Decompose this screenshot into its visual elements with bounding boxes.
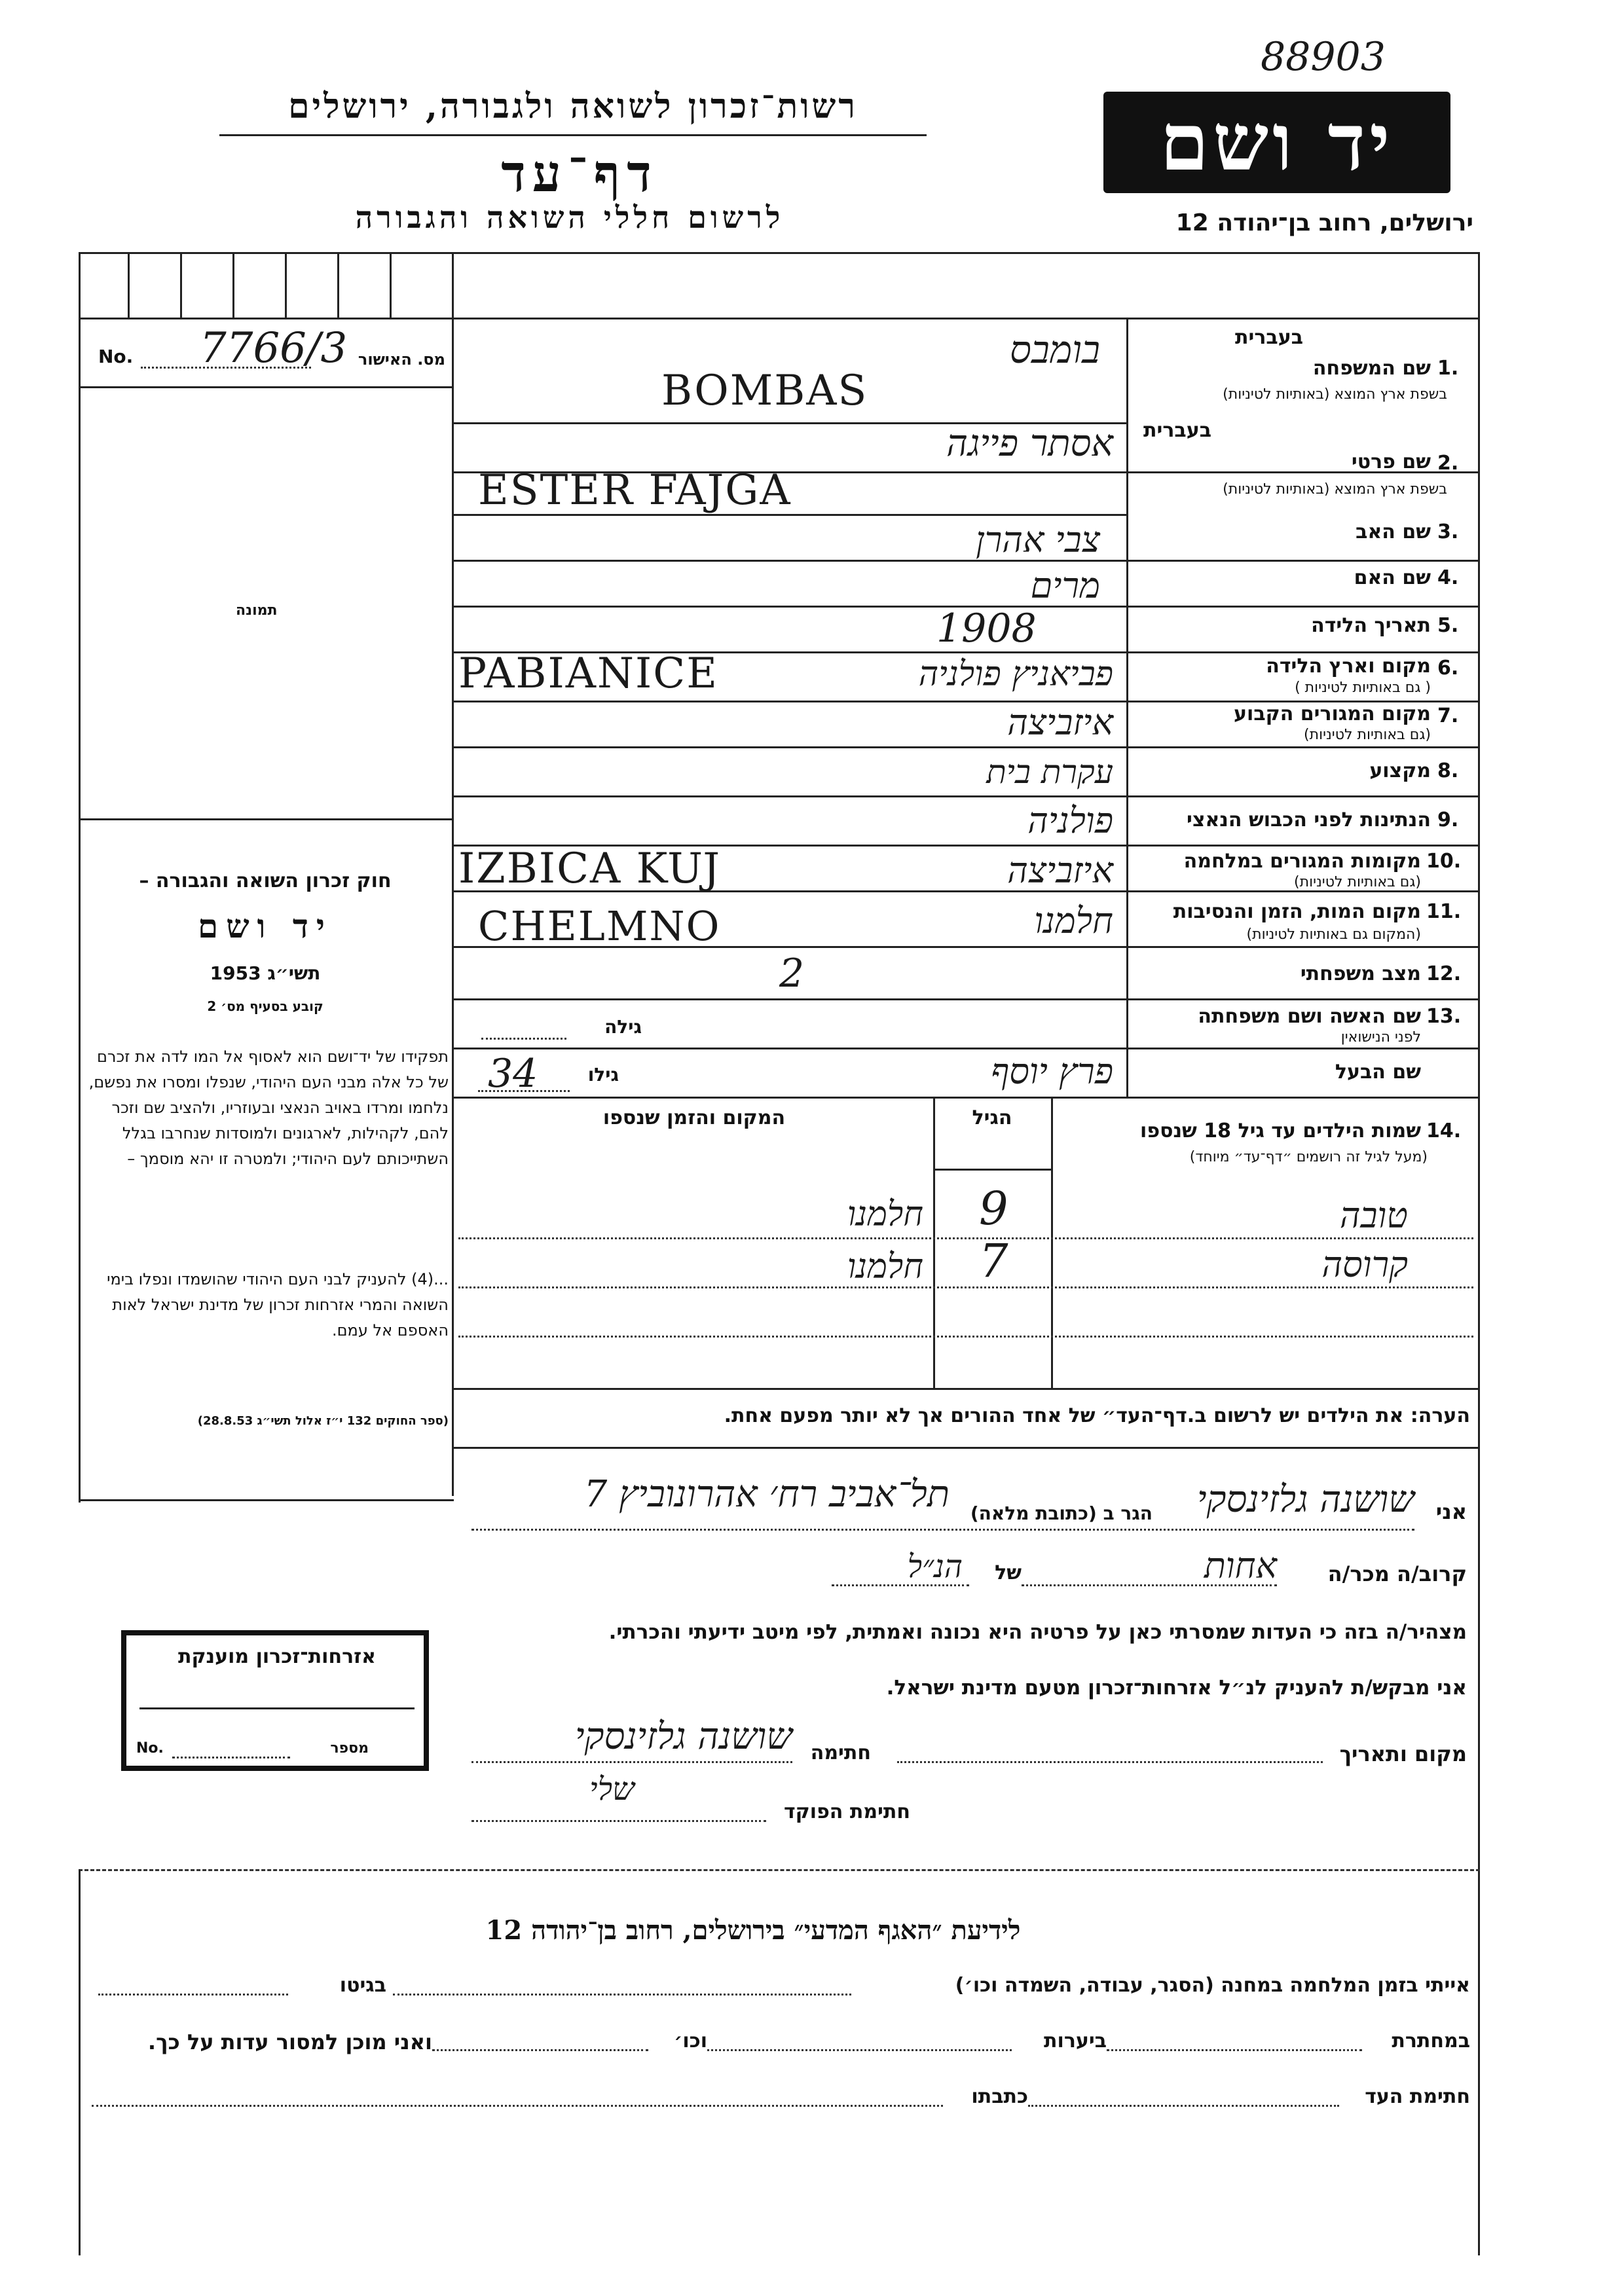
field-6-sub: ( גם באותיות לטיניות ) — [1295, 680, 1431, 696]
label-column-divider — [1126, 318, 1128, 1097]
wife-age-line — [481, 1038, 566, 1040]
law-paragraph-1: תפקידו של יד־ושם הוא לאסוף אל המו לדה את זכרם של כל אלה מבני העם היהודי, שנפלו ומסרו את נפשם, נלחמו ומרדו באויב הנאצי ובעוזריו, ולהציב שם וזכר להם, לקהילות, לארגונים ולמוסדות שנחרבו בגלל השתייכותם לעם היהודי; ולמטרה זו יהא מוסמך – — [88, 1048, 449, 1168]
field-13-sub: לפני הנישואין — [1340, 1029, 1421, 1046]
surname-hebrew-value[interactable]: בומבס — [1009, 327, 1100, 372]
field-2-hebrew-tag: בעברית — [1143, 419, 1211, 442]
footer-etc: וכו׳ — [674, 2030, 707, 2052]
surname-latin-value[interactable]: BOMBAS — [661, 367, 868, 415]
footer-separator — [79, 1869, 1480, 1871]
place-date-line — [897, 1761, 1323, 1763]
field-7-sub: (גם באותיות לטיניות) — [1304, 727, 1431, 743]
field-6-label: מקום וארץ הלידה — [1266, 655, 1431, 678]
field-2-number: 2. — [1437, 452, 1459, 475]
certificate-title: אזרחות־זכרון מוענקת — [177, 1645, 377, 1668]
address-line: ירושלים, רחוב בן־יהודה 12 — [1175, 210, 1473, 236]
children-label: שמות הילדים עד גיל 18 שנספו — [1140, 1120, 1421, 1142]
field-3-number: 3. — [1437, 520, 1459, 543]
organization-line: רשות־זכרון לשואה ולגבורה, ירושלים — [288, 86, 858, 126]
children-count-value[interactable]: 2 — [779, 951, 805, 996]
field-13-label: שם האשה ושם משפחתה — [1198, 1005, 1421, 1028]
field-6-number: 6. — [1437, 657, 1459, 680]
field-10-number: 10. — [1426, 850, 1462, 873]
photo-label: תמונה — [236, 602, 278, 619]
certificate-box — [121, 1630, 429, 1771]
certificate-number-label: מספר — [330, 1740, 369, 1757]
certificate-line — [139, 1707, 415, 1709]
husband-age-label: גילו — [587, 1064, 619, 1085]
footer-line2-blank-a — [1107, 2049, 1362, 2051]
tick-box-divider — [452, 252, 454, 318]
child-1-place[interactable]: חלמנו — [847, 1195, 923, 1234]
handwritten-reference: 88903 — [1261, 34, 1386, 80]
children-sub: (מעל לגיל זה רושמים ״דף־עד״ מיוחד) — [1189, 1149, 1428, 1165]
left-panel-divider — [452, 318, 454, 1496]
relation-label: קרוב/ה מכר/ה — [1327, 1561, 1467, 1586]
field-11-label: מקום המות, הזמן והנסיבות — [1173, 900, 1421, 923]
field-7-number: 7. — [1437, 704, 1459, 727]
form-left-border — [79, 252, 81, 1503]
row-rule — [452, 998, 1480, 1000]
law-reference: (ספר החוקים 132 י״ז אלול תשי״ג 28.8.53) — [197, 1414, 449, 1428]
row-rule — [452, 795, 1480, 797]
tick-box-divider — [232, 252, 234, 318]
husband-label: שם הבעל — [1335, 1061, 1421, 1084]
approval-label: מס. האישור — [358, 350, 445, 369]
husband-age-value[interactable]: 34 — [488, 1051, 538, 1097]
children-col-age: הגיל — [972, 1106, 1012, 1129]
footer-line3-blank-b — [92, 2105, 943, 2107]
residence-value[interactable]: איזביצה — [1007, 702, 1113, 743]
relation-line — [1022, 1584, 1277, 1586]
children-number: 14. — [1426, 1120, 1462, 1142]
father-name-value[interactable]: צבי אהרן — [976, 519, 1100, 560]
declarant-line — [471, 1529, 1414, 1531]
of-line — [832, 1584, 969, 1586]
footer-line2-end: ואני מוכן למסור עדות על כך. — [147, 2030, 432, 2054]
child-1-name[interactable]: טובה — [1339, 1195, 1408, 1236]
footer-line1-end: בגיטו — [339, 1974, 386, 1997]
approval-rule — [79, 386, 452, 388]
footer-title: לידיעת ״האגף המדעי״ בירושלים, רחוב בן־יהודה 12 — [485, 1915, 1021, 1946]
signature-line — [471, 1761, 792, 1763]
declarant-address[interactable]: תל־אביב רח׳ אהרונוביץ 7 — [583, 1473, 950, 1516]
law-paragraph-2: ...(4) להעניק לבני העם היהודי שהושמדו ונפלו בימי השואה והמרי אזרחות זכרון של מדינת ישראל לאות האספם אל עמם. — [107, 1270, 449, 1339]
relation-value[interactable]: אחות — [1204, 1545, 1277, 1586]
children-col-place: המקום והזמן שנספו — [602, 1106, 786, 1129]
birthplace-hebrew-value[interactable]: פביאניץ פולניה — [918, 655, 1113, 694]
death-place-latin-value[interactable]: CHELMNO — [478, 902, 721, 950]
of-label: של — [995, 1561, 1022, 1584]
form-right-border — [1478, 252, 1480, 2255]
children-col-divider — [1051, 1097, 1053, 1388]
declarant-name[interactable]: שושנה גלזינסקי — [1196, 1478, 1414, 1521]
declaration-line-1: מצהיר/ה בזה כי העדות שמסרתי כאן על פרטיה היא נכונה ואמתית, לפי מיטב ידיעתי והכרתי. — [608, 1620, 1467, 1644]
note-bottom-rule — [452, 1447, 1480, 1449]
law-clause: קובע בסעיף מס׳ 2 — [207, 998, 323, 1014]
child-row-line — [458, 1336, 1473, 1338]
field-13-number: 13. — [1426, 1005, 1462, 1028]
field-7-label: מקום המגורים הקבוע — [1234, 702, 1431, 725]
footer-line2-blank-b — [707, 2049, 1012, 2051]
footer-address: כתבתו — [971, 2085, 1028, 2108]
row-rule — [452, 746, 1480, 748]
top-strip-line — [79, 318, 1480, 319]
field-11-sub: (המקום גם באותיות לטיניות) — [1246, 926, 1421, 943]
footer-witness-signature: חתימת העד — [1365, 2085, 1470, 2108]
collector-line — [471, 1820, 766, 1822]
field-8-label: מקצוע — [1369, 759, 1431, 782]
birthplace-latin-value[interactable]: PABIANICE — [458, 649, 718, 698]
signature-label: חתימה — [810, 1741, 871, 1764]
death-place-hebrew-value[interactable]: חלמנו — [1034, 900, 1113, 941]
child-1-age[interactable]: 9 — [979, 1182, 1008, 1235]
first-name-latin-value[interactable]: ESTER FAJGA — [478, 466, 792, 515]
field-2-label: שם פרטי — [1351, 450, 1431, 473]
footer-left-border — [79, 1869, 81, 2255]
footer-line1-blank — [393, 1994, 851, 1995]
law-name: יד ושם — [198, 907, 333, 945]
note-text: הערה: את הילדים יש לרשום ב.דף־העד״ של אחד ההורים אך לא יותר מפעם אחת. — [724, 1404, 1470, 1427]
mother-name-value[interactable]: מרים — [1030, 565, 1100, 606]
field-1-label: שם המשפחה — [1312, 357, 1431, 380]
field-12-label: מצב משפחתי — [1300, 962, 1421, 985]
law-title: חוק זכרון השואה והגבורה – — [139, 869, 392, 892]
certificate-no-label: No. — [136, 1740, 164, 1757]
collector-signature[interactable]: שלי — [589, 1771, 635, 1808]
footer-underground: במחתרת — [1392, 2030, 1470, 2052]
wartime-residence-latin-value[interactable]: IZBICA KUJ — [458, 845, 721, 893]
child-2-place[interactable]: חלמנו — [847, 1247, 923, 1286]
form-title: דף־עד — [501, 144, 658, 204]
tick-box-divider — [128, 252, 130, 318]
tick-box-divider — [180, 252, 182, 318]
child-2-name[interactable]: קרוסה — [1321, 1244, 1408, 1285]
child-row-line — [458, 1286, 1473, 1288]
declarant-signature[interactable]: שושנה גלזינסקי — [574, 1715, 792, 1758]
field-1-hebrew-tag: בעברית — [1235, 326, 1303, 349]
law-year: תשי״ג 1953 — [210, 962, 321, 984]
field-1-sub: בשפת ארץ המוצא (באותיות לטיניות) — [1223, 386, 1447, 403]
children-bottom-rule — [452, 1388, 1480, 1390]
tick-box-divider — [285, 252, 287, 318]
field-10-label: מקומות המגורים במלחמה — [1183, 850, 1421, 873]
nationality-value[interactable]: פולניה — [1027, 800, 1113, 841]
field-4-label: שם האם — [1354, 566, 1431, 589]
occupation-value[interactable]: עקרת בית — [986, 753, 1113, 791]
field-3-label: שם האב — [1356, 520, 1431, 543]
birth-date-value[interactable]: 1908 — [936, 606, 1037, 651]
footer-line2-blank-c — [432, 2049, 648, 2051]
husband-name-value[interactable]: פרץ יוסף — [991, 1051, 1113, 1092]
declarant-resides-label: הגר ב (כתובת מלאה) — [970, 1503, 1153, 1524]
children-header-rule — [933, 1169, 1051, 1171]
photo-bottom-rule — [79, 818, 452, 820]
footer-line3-blank-a — [1028, 2105, 1339, 2107]
child-row-line — [458, 1237, 1473, 1239]
place-date-label: מקום ותאריך — [1339, 1741, 1467, 1766]
field-5-label: תאריך הלידה — [1311, 614, 1431, 637]
footer-line1-label: אייתי בזמן המלחמה במחנה (הסגר, עבודה, השמדה וכו׳) — [955, 1974, 1470, 1997]
tick-box-divider — [337, 252, 339, 318]
first-name-hebrew-value[interactable]: אסתר פייגה — [946, 422, 1113, 465]
children-col-divider — [933, 1097, 935, 1388]
tick-box-divider — [390, 252, 392, 318]
footer-forests: ביערות — [1044, 2030, 1107, 2052]
field-4-number: 4. — [1437, 566, 1459, 589]
field-12-number: 12. — [1426, 962, 1462, 985]
child-2-age[interactable]: 7 — [979, 1234, 1008, 1288]
field-2-sub: בשפת ארץ המוצא (באותיות לטיניות) — [1223, 481, 1447, 498]
approval-no-label: No. — [98, 346, 134, 367]
row-rule — [452, 1048, 1480, 1049]
form-subtitle: לרשום חללי השואה והגבורה — [355, 200, 784, 235]
field-11-number: 11. — [1426, 900, 1462, 923]
husband-age-line — [478, 1090, 570, 1092]
certificate-number-line — [172, 1757, 290, 1758]
field-9-number: 9. — [1437, 809, 1459, 831]
field-10-sub: (גם באותיות לטיניות) — [1294, 874, 1421, 890]
collector-label: חתימת הפוקד — [784, 1800, 910, 1823]
approval-number: 7766/3 — [200, 324, 348, 373]
declarant-i-label: אני — [1435, 1499, 1467, 1524]
footer-line1-tail — [98, 1994, 288, 1995]
form-top-border — [79, 252, 1480, 254]
header-rule — [219, 134, 927, 136]
field-1-number: 1. — [1437, 357, 1459, 380]
yad-vashem-logo: יד ושם — [1103, 92, 1450, 193]
field-5-number: 5. — [1437, 614, 1459, 637]
field-9-label: הנתינות לפני הכבוש הנאצי — [1187, 809, 1431, 831]
declaration-line-2: אני מבקש/ת להעניק לנ״ל אזרחות־זכרון מטעם מדינת ישראל. — [886, 1676, 1467, 1700]
row-rule — [452, 1097, 1480, 1099]
wife-age-label: גילה — [604, 1016, 642, 1038]
of-value[interactable]: הנ״ל — [907, 1548, 963, 1585]
law-box-bottom — [79, 1499, 454, 1501]
wartime-residence-hebrew-value[interactable]: איזביצה — [1007, 850, 1113, 891]
field-8-number: 8. — [1437, 759, 1459, 782]
